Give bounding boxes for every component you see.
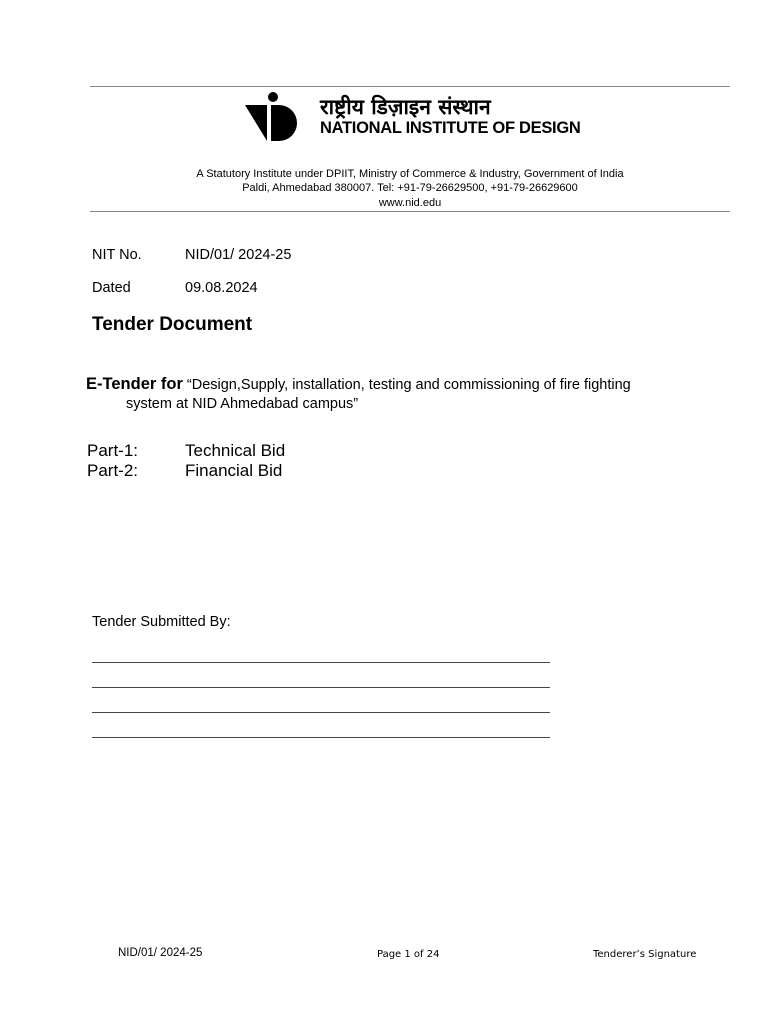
nid-logo-mark-icon xyxy=(243,91,299,143)
etender-prefix: E-Tender for xyxy=(86,375,183,393)
logo-hindi-name: राष्ट्रीय डिज़ाइन संस्थान xyxy=(320,95,491,119)
footer-tenderer-signature: Tenderer’s Signature xyxy=(593,949,697,960)
dated-label: Dated xyxy=(92,280,131,296)
document-title: Tender Document xyxy=(92,314,253,335)
tender-submitted-by-label: Tender Submitted By: xyxy=(92,614,231,630)
part-1-value: Technical Bid xyxy=(185,441,286,460)
submitter-line-1 xyxy=(92,662,550,663)
logo-english-name: NATIONAL INSTITUTE OF DESIGN xyxy=(320,119,581,137)
etender-subject-line-1: “Design,Supply, installation, testing and commissioning of fire fighting xyxy=(186,377,631,393)
submitter-line-4 xyxy=(92,737,550,738)
nit-number-label: NIT No. xyxy=(92,247,142,263)
etender-subject-line-2: system at NID Ahmedabad campus” xyxy=(126,396,359,412)
footer-page-number: Page 1 of 24 xyxy=(377,949,440,960)
header-top-rule xyxy=(90,86,730,87)
part-1-label: Part-1: xyxy=(87,441,139,460)
footer-reference: NID/01/ 2024-25 xyxy=(118,947,203,959)
part-2-value: Financial Bid xyxy=(185,461,283,480)
part-2-label: Part-2: xyxy=(87,461,139,480)
dated-value: 09.08.2024 xyxy=(185,280,258,296)
nit-number-value: NID/01/ 2024-25 xyxy=(185,247,292,263)
etender-description xyxy=(86,375,686,414)
address-line-statutory: A Statutory Institute under DPIIT, Ministry of Commerce & Industry, Government of India xyxy=(196,168,624,180)
nid-logo xyxy=(243,91,581,143)
submitter-line-2 xyxy=(92,687,550,688)
submitter-line-3 xyxy=(92,712,550,713)
header-bottom-rule xyxy=(90,211,730,212)
address-line-website: www.nid.edu xyxy=(378,197,442,209)
address-line-contact: Paldi, Ahmedabad 380007. Tel: +91-79-26629500, +91-79-26629600 xyxy=(242,182,578,194)
